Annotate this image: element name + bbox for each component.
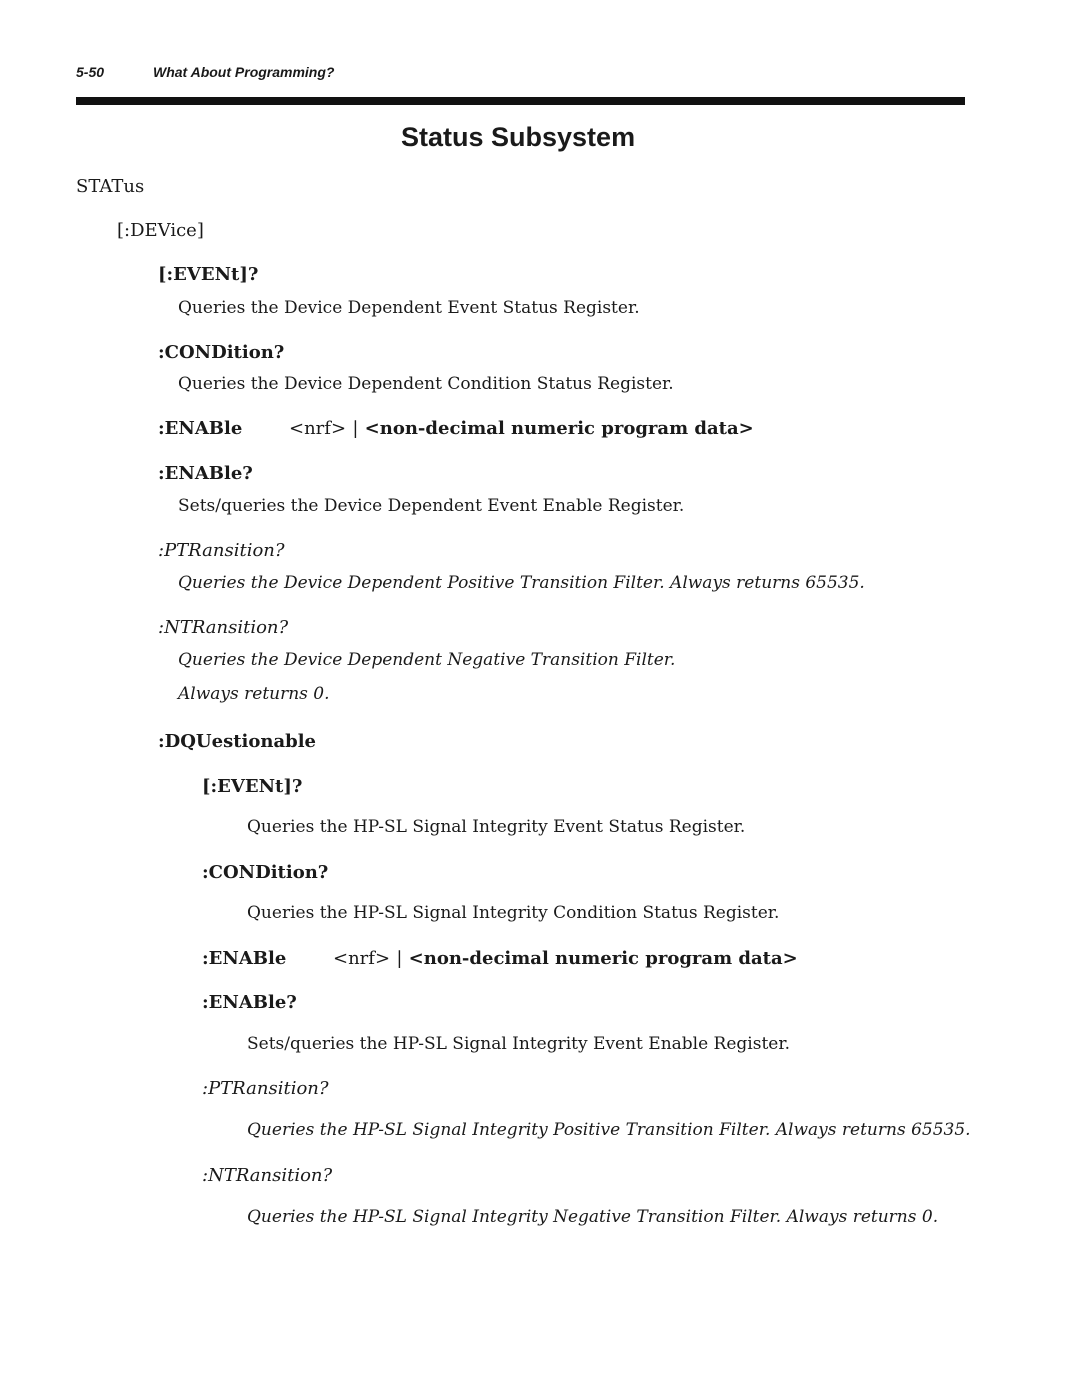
- page-number: 5-50: [76, 64, 105, 80]
- dq-enable-query-cmd: :ENABle?: [202, 992, 297, 1013]
- device-node: [:DEVice]: [117, 220, 204, 241]
- dq-enable-separator: |: [396, 948, 403, 969]
- device-enable-separator: |: [352, 418, 359, 439]
- dquestionable-node: :DQUestionable: [158, 731, 317, 752]
- dq-condition-cmd: :CONDition?: [202, 862, 329, 883]
- chapter-title: What About Programming?: [153, 64, 335, 80]
- device-ntr-desc-2: Always returns 0.: [178, 684, 330, 704]
- dq-event-cmd: [:EVENt]?: [202, 776, 303, 797]
- header-rule: [76, 97, 965, 105]
- device-enable-desc: Sets/queries the Device Dependent Event Enable Register.: [178, 496, 685, 516]
- dq-ntr-cmd: :NTRansition?: [202, 1165, 333, 1186]
- dq-enable-cmd: :ENABle: [202, 948, 287, 969]
- device-event-desc: Queries the Device Dependent Event Status Register.: [178, 298, 640, 318]
- dq-enable-desc: Sets/queries the HP-SL Signal Integrity Event Enable Register.: [247, 1034, 791, 1054]
- device-enable-params: [289, 418, 754, 439]
- device-event-cmd: [:EVENt]?: [158, 264, 259, 285]
- device-enable-query-cmd: :ENABle?: [158, 463, 253, 484]
- device-ntr-cmd: :NTRansition?: [158, 617, 289, 638]
- device-condition-cmd: :CONDition?: [158, 342, 285, 363]
- device-enable-cmd: :ENABle: [158, 418, 243, 439]
- device-enable-data: <non-decimal numeric program data>: [364, 418, 754, 439]
- dq-ntr-desc: Queries the HP-SL Signal Integrity Negative Transition Filter. Always returns 0.: [247, 1207, 939, 1227]
- device-condition-desc: Queries the Device Dependent Condition Status Register.: [178, 374, 674, 394]
- dq-enable-data: <non-decimal numeric program data>: [408, 948, 798, 969]
- device-enable-nrf: <nrf>: [289, 418, 347, 439]
- dq-ptr-desc: Queries the HP-SL Signal Integrity Positive Transition Filter. Always returns 65535.: [247, 1120, 971, 1140]
- dq-event-desc: Queries the HP-SL Signal Integrity Event Status Register.: [247, 817, 746, 837]
- device-ntr-desc-1: Queries the Device Dependent Negative Transition Filter.: [178, 650, 676, 670]
- dq-condition-desc: Queries the HP-SL Signal Integrity Condition Status Register.: [247, 903, 780, 923]
- device-ptr-cmd: :PTRansition?: [158, 540, 285, 561]
- status-root: STATus: [76, 176, 145, 197]
- dq-enable-nrf: <nrf>: [333, 948, 391, 969]
- dq-enable-params: [333, 948, 798, 969]
- dq-ptr-cmd: :PTRansition?: [202, 1078, 329, 1099]
- device-ptr-desc: Queries the Device Dependent Positive Transition Filter. Always returns 65535.: [178, 573, 865, 593]
- page-title: Status Subsystem: [401, 122, 636, 152]
